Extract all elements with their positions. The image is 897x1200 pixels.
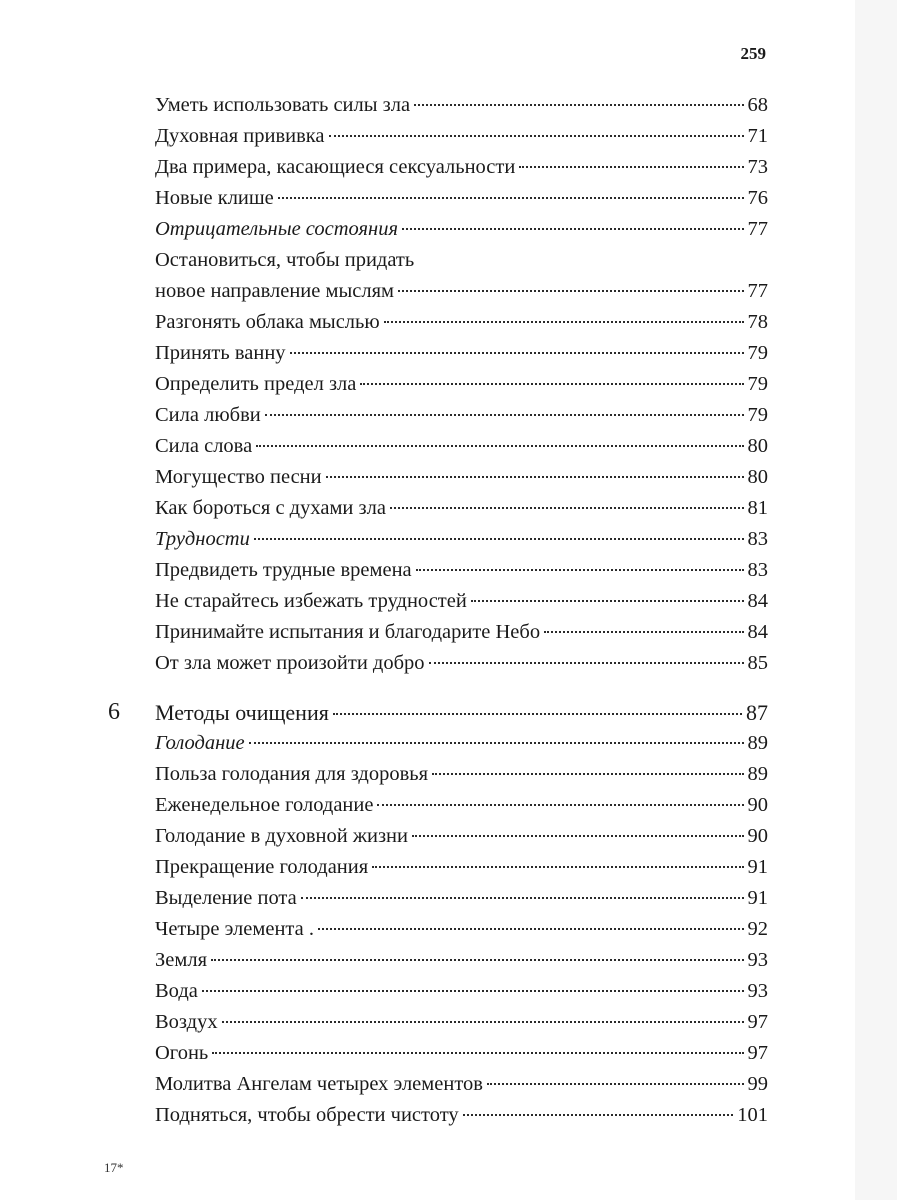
page-edge-shadow: [855, 0, 897, 1200]
toc-entry-title: Трудности: [155, 528, 250, 550]
toc-entry-page: 93: [747, 980, 768, 1002]
toc-entry-page: 91: [747, 887, 768, 909]
toc-entry-title: новое направление мыслям: [155, 280, 394, 302]
dot-leader: [212, 1052, 743, 1054]
toc-entry-title: Польза голодания для здоровья: [155, 763, 429, 785]
toc-entry-title: Предвидеть трудные времена: [155, 559, 412, 581]
toc-entry-page: 97: [747, 1011, 768, 1033]
toc-entry-page: 85: [747, 652, 768, 674]
toc-entry-page: 76: [747, 187, 768, 209]
toc-entry-title: Могущество песни: [155, 466, 322, 488]
toc-entry-title: Принять ванну: [155, 342, 286, 364]
toc-entry-title: Уметь использовать силы зла: [155, 94, 411, 116]
toc-entry-title: Два примера, касающиеся сексуальности: [155, 156, 516, 178]
dot-leader: [429, 662, 744, 664]
dot-leader: [202, 990, 744, 992]
dot-leader: [372, 866, 743, 868]
toc-entry[interactable]: [108, 183, 768, 214]
toc-entry-title: Воздух: [155, 1011, 218, 1033]
dot-leader: [398, 290, 744, 292]
toc-entry[interactable]: [108, 586, 768, 617]
toc-entry[interactable]: [108, 1038, 768, 1069]
toc-entry-page: 97: [747, 1042, 768, 1064]
toc-entry-page: 84: [747, 590, 768, 612]
toc-entry[interactable]: [108, 976, 768, 1007]
toc-entry-page: 78: [747, 311, 768, 333]
toc-entry-page: 71: [747, 125, 768, 147]
toc-entry[interactable]: [108, 307, 768, 338]
dot-leader: [222, 1021, 744, 1023]
dot-leader: [333, 713, 742, 715]
dot-leader: [329, 135, 744, 137]
chapter-page: 87: [746, 700, 768, 725]
toc-entry[interactable]: [108, 945, 768, 976]
toc-entry[interactable]: [108, 648, 768, 679]
toc-entry-page: 84: [747, 621, 768, 643]
toc-entry-title: Сила любви: [155, 404, 261, 426]
toc-entry-page: 91: [747, 856, 768, 878]
toc-entry[interactable]: [108, 617, 768, 648]
toc-entry[interactable]: [108, 493, 768, 524]
toc-entry-title: Еженедельное голодание: [155, 794, 374, 816]
toc-entry-title: Не старайтесь избежать трудностей: [155, 590, 467, 612]
toc-entry-title: Огонь: [155, 1042, 209, 1064]
toc-entry-page: 92: [747, 918, 768, 940]
toc-entry[interactable]: [108, 1100, 768, 1131]
chapter-number: 6: [108, 699, 120, 725]
toc-entry-page: 83: [747, 528, 768, 550]
toc-entry-title: Разгонять облака мыслью: [155, 311, 380, 333]
toc-entry[interactable]: [108, 759, 768, 790]
toc-entry-title: Духовная прививка: [155, 125, 325, 147]
dot-leader: [544, 631, 743, 633]
toc-entry[interactable]: [108, 121, 768, 152]
toc-entry-page: 83: [747, 559, 768, 581]
toc-entry-page: 90: [747, 825, 768, 847]
toc-entry-title: Сила слова: [155, 435, 253, 457]
toc-subsection-heading[interactable]: [108, 524, 768, 555]
toc-entry-page: 79: [747, 373, 768, 395]
dot-leader: [390, 507, 744, 509]
toc-entry-title: Как бороться с духами зла: [155, 497, 386, 519]
dot-leader: [432, 773, 743, 775]
toc-entry-page: 89: [747, 732, 768, 754]
dot-leader: [384, 321, 744, 323]
toc-entry-title: Отрицательные состояния: [155, 218, 398, 240]
dot-leader: [471, 600, 744, 602]
toc-entry[interactable]: [108, 431, 768, 462]
toc-entry-page: 77: [747, 280, 768, 302]
toc-entry-page: 79: [747, 404, 768, 426]
dot-leader: [318, 928, 744, 930]
toc-entry-page: 73: [747, 156, 768, 178]
toc-subsection-heading[interactable]: [108, 214, 768, 245]
toc-entry[interactable]: [108, 852, 768, 883]
dot-leader: [256, 445, 743, 447]
toc-entry-title: Земля: [155, 949, 208, 971]
dot-leader: [360, 383, 743, 385]
toc-entry-page: 89: [747, 763, 768, 785]
dot-leader: [211, 959, 743, 961]
toc-entry[interactable]: [108, 914, 768, 945]
toc-entry-page: 81: [747, 497, 768, 519]
toc-entry-multiline[interactable]: [108, 245, 768, 307]
toc-entry[interactable]: [108, 338, 768, 369]
toc-entry[interactable]: [108, 90, 768, 121]
dot-leader: [249, 742, 744, 744]
dot-leader: [519, 166, 743, 168]
toc-entry-title-line1: Остановиться, чтобы придать: [155, 249, 415, 271]
toc-entry-page: 68: [747, 94, 768, 116]
toc-entry-page: 79: [747, 342, 768, 364]
toc-entry-page: 80: [747, 466, 768, 488]
toc-entry-title: Голодание в духовной жизни: [155, 825, 408, 847]
toc-entry-title: Подняться, чтобы обрести чистоту: [155, 1104, 459, 1126]
dot-leader: [278, 197, 744, 199]
toc-entry[interactable]: [108, 400, 768, 431]
dot-leader: [463, 1114, 734, 1116]
toc-entry[interactable]: [108, 1069, 768, 1100]
printer-signature-mark: 17*: [104, 1160, 124, 1175]
dot-leader: [301, 897, 744, 899]
dot-leader: [402, 228, 744, 230]
toc-subsection-heading[interactable]: [108, 728, 768, 759]
dot-leader: [412, 835, 744, 837]
toc-entry[interactable]: [108, 369, 768, 400]
dot-leader: [416, 569, 744, 571]
toc-entry-title: Молитва Ангелам четырех элементов: [155, 1073, 483, 1095]
table-of-contents: [108, 90, 768, 1131]
toc-entry-title: Выделение пота: [155, 887, 297, 909]
dot-leader: [326, 476, 744, 478]
toc-entry-title: Голодание: [155, 732, 245, 754]
toc-entry[interactable]: [108, 790, 768, 821]
page-number: 259: [740, 44, 766, 63]
toc-entry-title: От зла может произойти добро: [155, 652, 425, 674]
toc-entry[interactable]: [108, 883, 768, 914]
toc-entry[interactable]: [108, 821, 768, 852]
toc-chapter-heading[interactable]: [108, 697, 768, 728]
toc-entry-title: Четыре элемента .: [155, 918, 314, 940]
toc-entry-title: Новые клише: [155, 187, 274, 209]
toc-entry[interactable]: [108, 555, 768, 586]
dot-leader: [254, 538, 744, 540]
toc-entry-title: Принимайте испытания и благодарите Небо: [155, 621, 541, 643]
toc-entry[interactable]: [108, 1007, 768, 1038]
toc-entry-page: 101: [737, 1104, 768, 1126]
dot-leader: [377, 804, 743, 806]
toc-entry-title: Определить предел зла: [155, 373, 357, 395]
toc-entry-page: 90: [747, 794, 768, 816]
toc-entry-page: 77: [747, 218, 768, 240]
toc-entry[interactable]: [108, 462, 768, 493]
toc-entry[interactable]: [108, 152, 768, 183]
dot-leader: [265, 414, 744, 416]
dot-leader: [414, 104, 743, 106]
toc-entry-title: Прекращение голодания: [155, 856, 369, 878]
dot-leader: [290, 352, 744, 354]
toc-entry-title: Вода: [155, 980, 198, 1002]
toc-entry-page: 80: [747, 435, 768, 457]
toc-entry-page: 93: [747, 949, 768, 971]
chapter-title: Методы очищения: [155, 700, 329, 725]
toc-entry-page: 99: [747, 1073, 768, 1095]
dot-leader: [487, 1083, 744, 1085]
